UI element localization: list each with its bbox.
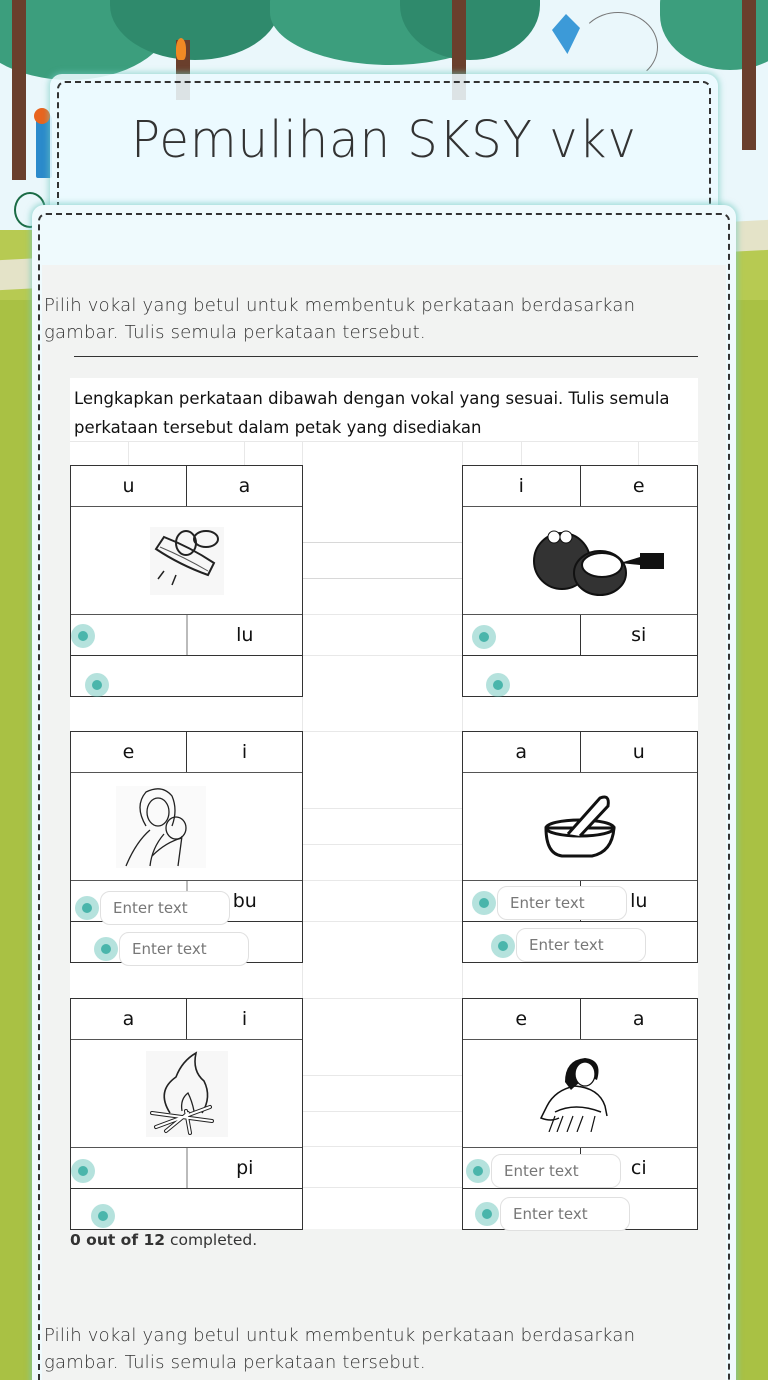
- mother-baby-icon: [116, 786, 206, 868]
- grid-line: [302, 1146, 462, 1147]
- tree-trunk: [742, 0, 756, 150]
- tree-trunk: [12, 0, 26, 180]
- vowel-input[interactable]: [491, 1154, 621, 1188]
- vowel-choices: [463, 466, 697, 507]
- vowel-option: e: [580, 466, 698, 506]
- answer-marker[interactable]: [71, 1159, 95, 1183]
- grid-line: [302, 1075, 462, 1076]
- grid-line: [302, 578, 462, 579]
- picture-cell: [71, 1040, 302, 1148]
- campfire-icon: [146, 1051, 228, 1137]
- grid-line: [302, 844, 462, 845]
- grid-line: [128, 441, 129, 465]
- vowel-option: i: [518, 475, 524, 497]
- vowel-option: e: [122, 741, 135, 763]
- completion-count: 0 out of 12: [70, 1231, 166, 1249]
- syllable: si: [631, 624, 647, 646]
- grid-line: [302, 880, 462, 881]
- vowel-option: a: [515, 741, 528, 763]
- grid-line: [302, 1187, 462, 1188]
- grid-line: [638, 441, 639, 465]
- vowel-choices: [71, 732, 302, 773]
- mangosteen-icon: [528, 525, 668, 597]
- rewrite-word-input[interactable]: [516, 928, 646, 962]
- mushroom-icon: [150, 527, 224, 595]
- completion-suffix: completed.: [165, 1231, 258, 1249]
- grid-line: [521, 441, 522, 465]
- worksheet-heading: Lengkapkan perkataan dibawah dengan vokal yang sesuai. Tulis semula perkataan tersebut dalam petak yang disediakan: [74, 389, 670, 437]
- word-box: [462, 465, 698, 697]
- picture-cell: [463, 773, 697, 881]
- woman-saree-icon: [535, 1056, 611, 1132]
- vowel-option: i: [186, 732, 302, 772]
- grid-line: [302, 921, 462, 922]
- grid-line: [302, 1111, 462, 1112]
- picture-cell: [463, 507, 697, 615]
- word-box: [70, 465, 303, 697]
- word-box: [462, 998, 698, 1230]
- syllable: bu: [232, 890, 257, 912]
- answer-marker[interactable]: [472, 625, 496, 649]
- grid-line: [302, 542, 462, 543]
- syllable: pi: [236, 1157, 254, 1179]
- grid-line: [244, 441, 245, 465]
- page-title: Pemulihan SKSY vkv: [131, 110, 637, 170]
- vowel-choices: [71, 466, 302, 507]
- instructions-text-next: Pilih vokal yang betul untuk membentuk perkataan berdasarkan gambar. Tulis semula perkataan tersebut.: [44, 1325, 636, 1373]
- word-box: [70, 998, 303, 1230]
- answer-marker[interactable]: [475, 1202, 499, 1226]
- answer-marker[interactable]: [466, 1159, 490, 1183]
- answer-marker[interactable]: [491, 934, 515, 958]
- vowel-input[interactable]: [497, 886, 627, 920]
- syllable: ci: [630, 1157, 647, 1179]
- answer-marker[interactable]: [85, 673, 109, 697]
- vowel-option: i: [186, 999, 302, 1039]
- rewrite-word-input[interactable]: [500, 1197, 630, 1231]
- completion-status: [70, 1231, 257, 1249]
- worksheet-sheet: [70, 378, 698, 1229]
- answer-row: [71, 1148, 302, 1189]
- squirrel-icon: [176, 38, 186, 60]
- grid-line: [302, 808, 462, 809]
- grid-line: [70, 441, 698, 442]
- grid-line: [302, 614, 462, 615]
- word-box: [70, 731, 303, 963]
- vowel-option: u: [122, 475, 135, 497]
- divider: [74, 356, 698, 357]
- picture-cell: [463, 1040, 697, 1148]
- vowel-choices: [463, 999, 697, 1040]
- answer-row: [463, 615, 697, 656]
- vowel-option: u: [580, 732, 698, 772]
- vowel-choices: [463, 732, 697, 773]
- mortar-pestle-icon: [540, 794, 620, 860]
- vowel-choices: [71, 999, 302, 1040]
- vowel-option: a: [122, 1008, 135, 1030]
- answer-marker[interactable]: [91, 1204, 115, 1228]
- answer-marker[interactable]: [486, 673, 510, 697]
- answer-marker[interactable]: [75, 896, 99, 920]
- syllable: lu: [236, 624, 254, 646]
- answer-marker[interactable]: [71, 624, 95, 648]
- answer-row: [71, 615, 302, 656]
- answer-marker[interactable]: [94, 937, 118, 961]
- rewrite-word-input[interactable]: [119, 932, 249, 966]
- syllable: lu: [630, 890, 648, 912]
- answer-marker[interactable]: [472, 891, 496, 915]
- kite-string: [578, 12, 658, 82]
- grid-line: [302, 655, 462, 656]
- person-helmet: [34, 108, 50, 124]
- instructions-text: Pilih vokal yang betul untuk membentuk perkataan berdasarkan gambar. Tulis semula perkataan tersebut.: [44, 295, 636, 343]
- vowel-input[interactable]: [100, 891, 230, 925]
- picture-cell: [71, 773, 302, 881]
- picture-cell: [71, 507, 302, 615]
- vowel-option: a: [186, 466, 302, 506]
- vowel-option: a: [580, 999, 698, 1039]
- vowel-option: e: [515, 1008, 528, 1030]
